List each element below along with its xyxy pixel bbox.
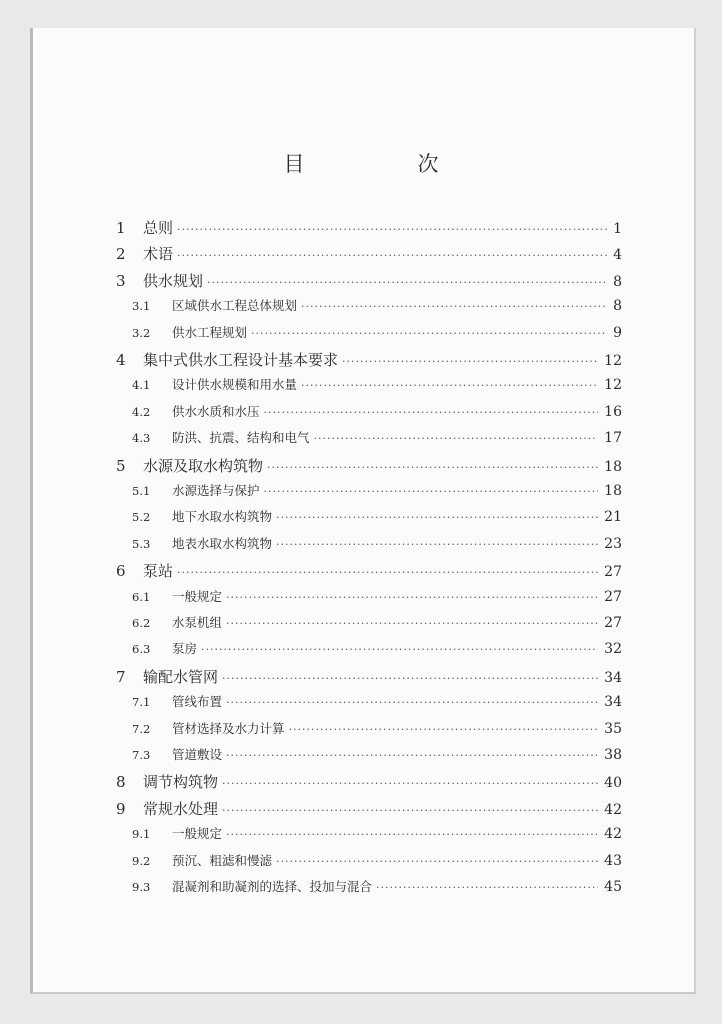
- toc-entry-page: 38: [604, 747, 622, 763]
- toc-leader-dots: [301, 379, 598, 392]
- toc-section-entry: [132, 613, 622, 637]
- toc-entry-title: 水源及取水构筑物: [143, 456, 264, 475]
- toc-entry-page: 9: [613, 324, 622, 341]
- toc-entry-page: 23: [604, 535, 622, 552]
- toc-entry-page: 8: [613, 273, 622, 290]
- toc-entry-title: 管材选择及水力计算: [172, 720, 285, 736]
- toc-entry-title: 输配水管网: [143, 667, 219, 686]
- toc-entry-number: 9.2: [132, 853, 151, 868]
- toc-entry-page: 27: [604, 588, 622, 605]
- toc-section-entry: [132, 824, 622, 848]
- toc-entry-title: 集中式供水工程设计基本要求: [143, 351, 339, 369]
- toc-entry-number: 8: [116, 773, 126, 792]
- toc-leader-dots: [276, 538, 598, 551]
- toc-entry-number: 9.3: [132, 880, 151, 894]
- toc-leader-dots: [276, 855, 598, 868]
- toc-leader-dots: [222, 672, 598, 685]
- toc-entry-title: 供水规划: [143, 271, 204, 290]
- toc-entry-title: 水源选择与保护: [172, 483, 260, 498]
- toc-entry-title: 地下水取水构筑物: [172, 509, 273, 525]
- toc-entry-title: 调节构筑物: [143, 773, 219, 792]
- toc-leader-dots: [276, 511, 598, 524]
- toc-chapter-entry: [116, 771, 622, 795]
- toc-entry-number: 7.2: [132, 721, 151, 736]
- toc-entry-title: 泵站: [143, 562, 174, 581]
- toc-entry-number: 5.1: [132, 484, 151, 498]
- toc-entry-title: 预沉、粗滤和慢滤: [172, 852, 273, 868]
- toc-leader-dots: [289, 723, 599, 736]
- toc-entry-number: 6: [116, 562, 126, 581]
- toc-entry-title: 供水工程规划: [172, 324, 248, 340]
- toc-entry-page: 42: [604, 801, 622, 818]
- toc-chapter-entry: [116, 349, 622, 373]
- toc-entry-page: 27: [604, 615, 622, 631]
- toc-section-entry: [132, 507, 622, 531]
- toc-entry-number: 9.1: [132, 827, 151, 842]
- toc-leader-dots: [177, 223, 607, 236]
- toc-leader-dots: [177, 566, 598, 579]
- toc-chapter-entry: [116, 666, 622, 690]
- toc-entry-page: 40: [604, 775, 622, 792]
- toc-entry-page: 18: [604, 483, 622, 499]
- toc-section-entry: [132, 428, 622, 452]
- toc-section-entry: [132, 481, 622, 505]
- toc-section-entry: [132, 877, 622, 901]
- toc-leader-dots: [264, 406, 599, 419]
- toc-entry-number: 3.1: [132, 299, 151, 314]
- toc-entry-page: 35: [604, 720, 622, 737]
- toc-leader-dots: [251, 327, 607, 340]
- toc-entry-number: 1: [116, 219, 126, 237]
- page-title: 目 次: [283, 152, 485, 176]
- toc-entry-number: 6.2: [132, 616, 151, 630]
- toc-section-entry: [132, 375, 622, 399]
- toc-section-entry: [132, 296, 622, 320]
- toc-entry-number: 7: [116, 667, 126, 686]
- toc-section-entry: [132, 639, 622, 663]
- toc-leader-dots: [177, 249, 607, 262]
- toc-leader-dots: [226, 591, 598, 604]
- toc-entry-title: 水泵机组: [172, 615, 223, 630]
- toc-entry-title: 管线布置: [172, 694, 223, 710]
- toc-section-entry: [132, 402, 622, 426]
- toc-entry-page: 18: [604, 458, 622, 475]
- toc-chapter-entry: [116, 243, 622, 267]
- toc-entry-number: 4.3: [132, 431, 151, 446]
- toc-entry-title: 设计供水规模和用水量: [172, 377, 298, 393]
- toc-entry-title: 总则: [143, 219, 174, 237]
- toc-entry-number: 7.1: [132, 695, 151, 710]
- toc-entry-number: 6.1: [132, 589, 151, 604]
- toc-chapter-entry: [116, 798, 622, 822]
- toc-entry-page: 45: [604, 879, 622, 895]
- toc-leader-dots: [264, 485, 599, 498]
- toc-section-entry: [132, 534, 622, 558]
- toc-entry-number: 4.1: [132, 378, 151, 393]
- toc-entry-page: 21: [604, 509, 622, 526]
- toc-entry-title: 混凝剂和助凝剂的选择、投加与混合: [172, 879, 373, 894]
- toc-leader-dots: [301, 300, 607, 313]
- toc-section-entry: [132, 323, 622, 347]
- toc-entry-number: 4: [116, 351, 126, 369]
- toc-chapter-entry: [116, 455, 622, 479]
- toc-leader-dots: [201, 643, 598, 656]
- toc-entry-number: 3.2: [132, 325, 151, 340]
- toc-entry-title: 供水水质和水压: [172, 403, 260, 419]
- toc-section-entry: [132, 692, 622, 716]
- toc-entry-page: 34: [604, 669, 622, 686]
- toc-entry-title: 一般规定: [172, 588, 223, 604]
- toc-leader-dots: [226, 617, 598, 630]
- toc-entry-number: 2: [116, 245, 126, 264]
- toc-entry-number: 4.2: [132, 404, 151, 419]
- toc-entry-page: 42: [604, 826, 622, 843]
- toc-entry-page: 16: [604, 403, 622, 420]
- toc-entry-title: 管道敷设: [172, 747, 223, 762]
- toc-leader-dots: [222, 804, 598, 817]
- toc-entry-title: 地表水取水构筑物: [172, 535, 273, 551]
- toc-entry-number: 5.3: [132, 536, 151, 551]
- toc-entry-page: 4: [613, 247, 622, 264]
- toc-entry-page: 34: [604, 694, 622, 711]
- toc-section-entry: [132, 587, 622, 611]
- toc-section-entry: [132, 851, 622, 875]
- toc-leader-dots: [376, 881, 598, 894]
- toc-section-entry: [132, 745, 622, 769]
- toc-entry-title: 防洪、抗震、结构和电气: [172, 430, 310, 446]
- toc-leader-dots: [226, 749, 598, 762]
- toc-chapter-entry: [116, 217, 622, 241]
- toc-entry-number: 9: [116, 799, 126, 818]
- toc-entry-page: 17: [604, 430, 622, 447]
- toc-leader-dots: [207, 276, 607, 289]
- toc-entry-number: 7.3: [132, 748, 151, 762]
- toc-entry-page: 12: [604, 353, 622, 369]
- toc-leader-dots: [314, 432, 599, 445]
- toc-section-entry: [132, 719, 622, 743]
- toc-entry-number: 5.2: [132, 510, 151, 525]
- toc-entry-title: 泵房: [172, 641, 198, 657]
- toc-leader-dots: [226, 828, 598, 841]
- toc-chapter-entry: [116, 270, 622, 294]
- toc-entry-page: 1: [613, 221, 622, 237]
- toc-entry-number: 3: [116, 271, 126, 290]
- toc-entry-number: 6.3: [132, 642, 151, 657]
- toc-entry-title: 区域供水工程总体规划: [172, 298, 298, 314]
- toc-entry-title: 术语: [143, 245, 174, 264]
- toc-leader-dots: [226, 696, 598, 709]
- toc-entry-page: 12: [604, 377, 622, 394]
- toc-entry-page: 32: [604, 641, 622, 658]
- toc-entry-page: 27: [604, 564, 622, 581]
- toc-entry-title: 一般规定: [172, 826, 223, 842]
- toc-entry-number: 5: [116, 456, 126, 475]
- toc-entry-title: 常规水处理: [143, 799, 219, 818]
- toc-entry-page: 8: [613, 298, 622, 315]
- toc-chapter-entry: [116, 560, 622, 584]
- toc-leader-dots: [267, 461, 598, 474]
- toc-leader-dots: [222, 777, 598, 790]
- toc-leader-dots: [342, 355, 598, 368]
- toc-entry-page: 43: [604, 852, 622, 869]
